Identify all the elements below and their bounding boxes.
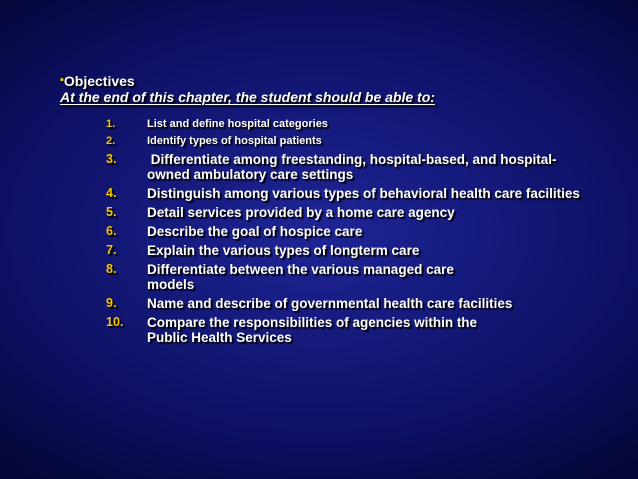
objective-number: 7.: [106, 243, 117, 257]
objective-number: 4.: [106, 186, 117, 200]
objective-number: 9.: [106, 296, 117, 310]
square-bullet-icon: ▪: [60, 74, 64, 86]
objective-number: 10.: [106, 315, 124, 329]
objective-text-line-1: Differentiate between the various managed care: [147, 262, 454, 277]
objective-text: Name and describe of governmental health care facilities: [147, 296, 513, 311]
objective-number: 8.: [106, 262, 117, 276]
objectives-heading: [60, 72, 135, 90]
objective-number: 1.: [106, 118, 116, 130]
objective-text: Distinguish among various types of behavioral health care facilities: [147, 186, 580, 201]
objective-text: Detail services provided by a home care agency: [147, 205, 455, 220]
objective-text: List and define hospital categories: [147, 118, 328, 130]
objective-number: 3.: [106, 152, 117, 166]
objective-number: 6.: [106, 224, 117, 238]
objectives-intro: At the end of this chapter, the student should be able to:: [60, 89, 435, 105]
objective-number: 5.: [106, 205, 117, 219]
objective-text-line-2: Public Health Services: [147, 330, 292, 345]
objective-text-line-1: Compare the responsibilities of agencies within the: [147, 315, 478, 330]
objective-text-line-1: Differentiate among freestanding, hospital-based, and hospital-: [147, 152, 557, 167]
objective-text: Identify types of hospital patients: [147, 135, 322, 147]
objective-text: Explain the various types of longterm care: [147, 243, 420, 258]
objectives-heading-label: Objectives: [63, 73, 135, 89]
objective-text-line-2: owned ambulatory care settings: [147, 167, 354, 182]
objective-number: 2.: [106, 135, 116, 147]
objective-text-line-2: models: [147, 277, 195, 292]
objective-text: Describe the goal of hospice care: [147, 224, 363, 239]
